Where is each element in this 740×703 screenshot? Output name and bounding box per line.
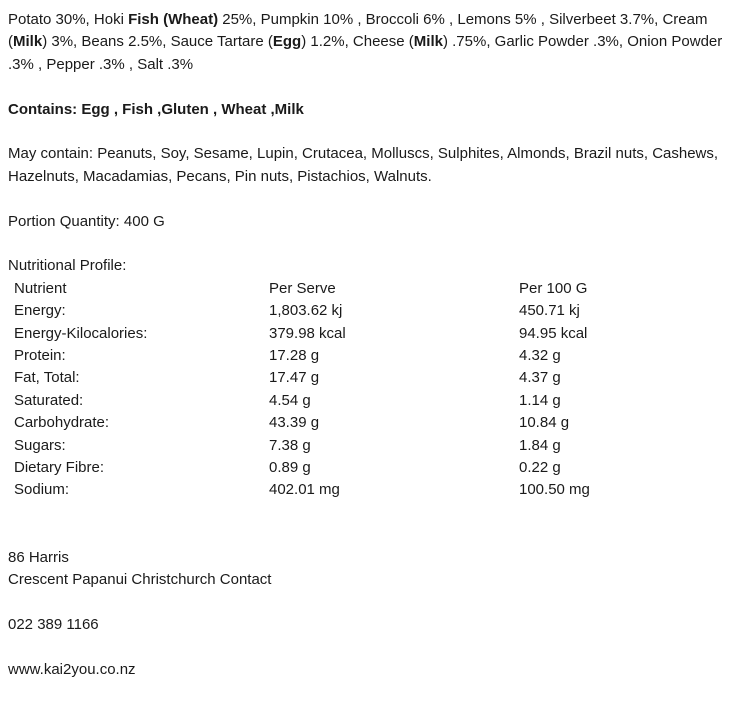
nutrition-cell: 402.01 mg	[269, 481, 340, 499]
nutrition-cell: 1.84 g	[519, 436, 561, 454]
ingredients-list	[8, 9, 732, 76]
allergen-highlight: Egg	[272, 33, 302, 51]
nutrition-cell: 7.38 g	[269, 436, 311, 454]
nutrition-cell: Sugars:	[14, 436, 66, 454]
nutrition-cell: 4.32 g	[519, 347, 561, 365]
ingredient-text: 25%, Pumpkin 10% , Broccoli 6% , Lemons 5% , Silverbeet 3.7%, Cream (	[8, 11, 708, 51]
nutrition-cell: 17.28 g	[269, 347, 320, 365]
allergen-highlight: Fish (Wheat)	[128, 11, 219, 28]
nutrition-cell: Dietary Fibre:	[14, 459, 105, 477]
nutrition-cell: 100.50 mg	[519, 481, 590, 499]
nutrition-cell: 0.89 g	[269, 459, 311, 477]
nutrition-cell: Protein:	[14, 347, 66, 365]
nutrition-cell: Energy:	[14, 302, 66, 320]
ingredient-text: ) 1.2%, Cheese (	[301, 33, 414, 51]
nutrition-row	[8, 435, 732, 457]
ingredient-text: ) 3%, Beans 2.5%, Sauce Tartare (	[42, 33, 273, 51]
nutrition-profile-title: Nutritional Profile:	[8, 257, 127, 275]
nutrition-row	[8, 479, 732, 501]
allergen-contains-statement: Contains: Egg , Fish ,Gluten , Wheat ,Milk	[8, 100, 304, 118]
nutrition-header-cell: Nutrient	[14, 279, 67, 297]
contact-footer	[8, 547, 732, 681]
portion-quantity: Portion Quantity: 400 G	[8, 212, 165, 230]
nutrition-cell: 43.39 g	[269, 414, 320, 432]
nutrition-cell: 450.71 kj	[519, 302, 580, 320]
website-url: www.kai2you.co.nz	[8, 660, 136, 678]
nutrition-cell: Sodium:	[14, 481, 70, 499]
nutrition-row	[8, 345, 732, 367]
phone-number: 022 389 1166	[8, 615, 99, 633]
nutrition-cell: 10.84 g	[519, 414, 570, 432]
allergen-highlight: Milk	[413, 33, 443, 51]
nutrition-cell: 17.47 g	[269, 369, 320, 387]
address-line-1: 86 Harris	[8, 548, 69, 566]
nutrition-header-row	[8, 278, 732, 300]
nutrition-cell: Saturated:	[14, 391, 84, 409]
nutrition-cell: Energy-Kilocalories:	[14, 324, 148, 342]
nutrition-row	[8, 300, 732, 322]
allergen-highlight: Milk	[13, 33, 43, 51]
nutrition-header-cell: Per Serve	[269, 279, 336, 297]
ingredient-text: ) .75%, Garlic Powder .3%, Onion Powder .3% , Pepper .3% , Salt .3%	[8, 33, 723, 73]
nutrition-cell: 379.98 kcal	[269, 324, 346, 342]
nutrition-table	[8, 278, 732, 502]
nutrition-row	[8, 367, 732, 389]
nutrition-row	[8, 457, 732, 479]
allergen-may-contain-statement: May contain: Peanuts, Soy, Sesame, Lupin, Crutacea, Molluscs, Sulphites, Almonds, Brazil nuts, Cashews, Hazelnuts, Macadamias, Pecans, Pin nuts, Pistachios, Walnuts.	[8, 145, 719, 185]
nutrition-row	[8, 323, 732, 345]
nutrition-row	[8, 412, 732, 434]
nutrition-cell: Carbohydrate:	[14, 414, 110, 432]
nutrition-cell: Fat, Total:	[14, 369, 80, 387]
nutrition-cell: 1,803.62 kj	[269, 302, 343, 320]
nutrition-cell: 0.22 g	[519, 459, 561, 477]
nutrition-cell: 4.37 g	[519, 369, 561, 387]
nutrition-cell: 4.54 g	[269, 391, 311, 409]
nutrition-row	[8, 390, 732, 412]
nutrition-profile-section	[8, 255, 732, 501]
ingredient-text: Potato 30%, Hoki	[8, 11, 129, 28]
nutrition-header-cell: Per 100 G	[519, 279, 588, 297]
nutrition-cell: 1.14 g	[519, 391, 561, 409]
address-line-2: Crescent Papanui Christchurch Contact	[8, 571, 272, 589]
nutrition-cell: 94.95 kcal	[519, 324, 588, 342]
